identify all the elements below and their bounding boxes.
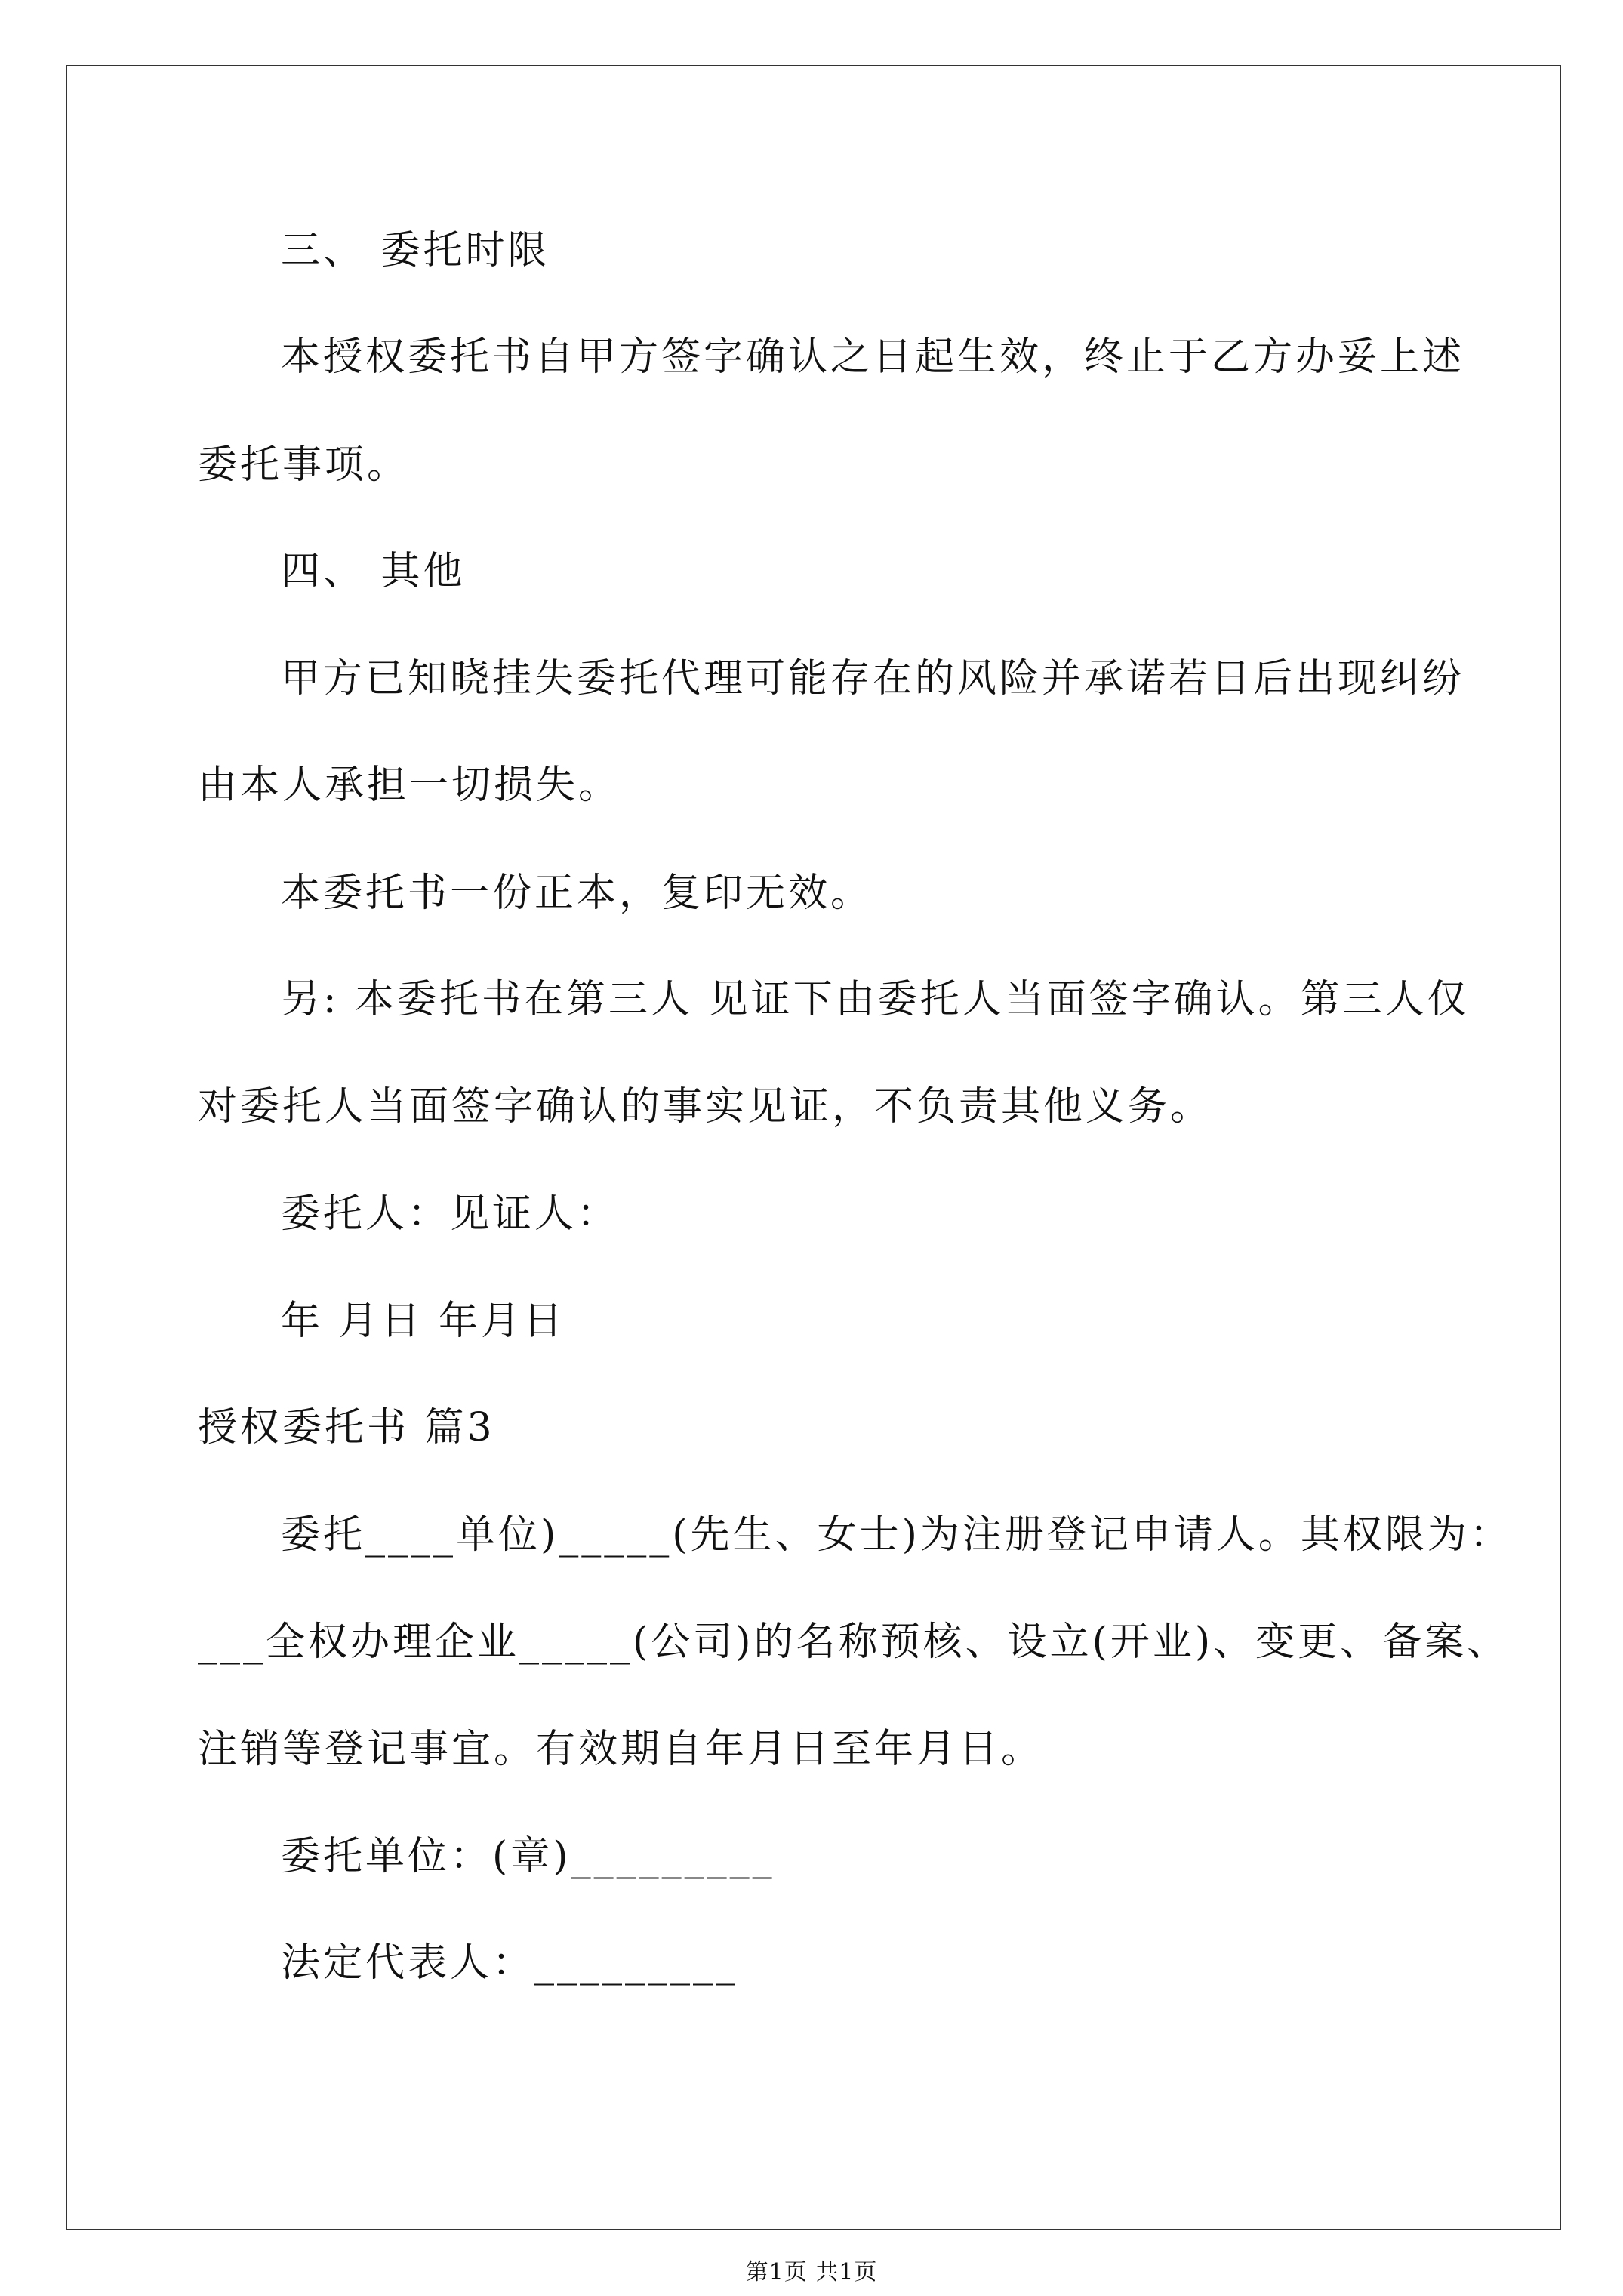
paragraph-line: 本授权委托书自甲方签字确认之日起生效，终止于乙方办妥上述 <box>281 334 1465 380</box>
section-title: 授权委托书 篇3 <box>198 1405 495 1450</box>
page-number: 第1页 共1页 <box>745 2259 878 2285</box>
signature-labels: 委托人：见证人： <box>281 1191 620 1237</box>
date-line: 年 月日 年月日 <box>281 1299 566 1344</box>
section-heading-time-limit: 三、 委托时限 <box>281 228 550 273</box>
paragraph-line: 甲方已知晓挂失委托代理可能存在的风险并承诺若日后出现纠纷 <box>281 656 1465 701</box>
paragraph-line: 对委托人当面签字确认的事实见证，不负责其他义务。 <box>198 1084 1213 1130</box>
entrusting-unit-field: 委托单位：(章)_________ <box>281 1834 775 1879</box>
paragraph-line: 注销等登记事宜。有效期自年月日至年月日。 <box>198 1727 1044 1772</box>
paragraph-line: 委托____单位)_____(先生、女士)为注册登记申请人。其权限为： <box>281 1512 1512 1558</box>
section-heading-other: 四、 其他 <box>281 549 466 594</box>
paragraph-line: 另: 本委托书在第三人 见证下由委托人当面签字确认。第三人仅 <box>281 977 1470 1022</box>
paragraph-line: 由本人承担一切损失。 <box>198 763 621 808</box>
legal-representative-field: 法定代表人：_________ <box>281 1940 739 1986</box>
page-border <box>66 65 1561 2230</box>
paragraph-line: 委托事项。 <box>198 442 410 488</box>
paragraph-line: ___全权办理企业_____(公司)的名称预核、设立(开业)、变更、备案、 <box>198 1620 1510 1665</box>
paragraph-line: 本委托书一份正本，复印无效。 <box>281 871 873 916</box>
